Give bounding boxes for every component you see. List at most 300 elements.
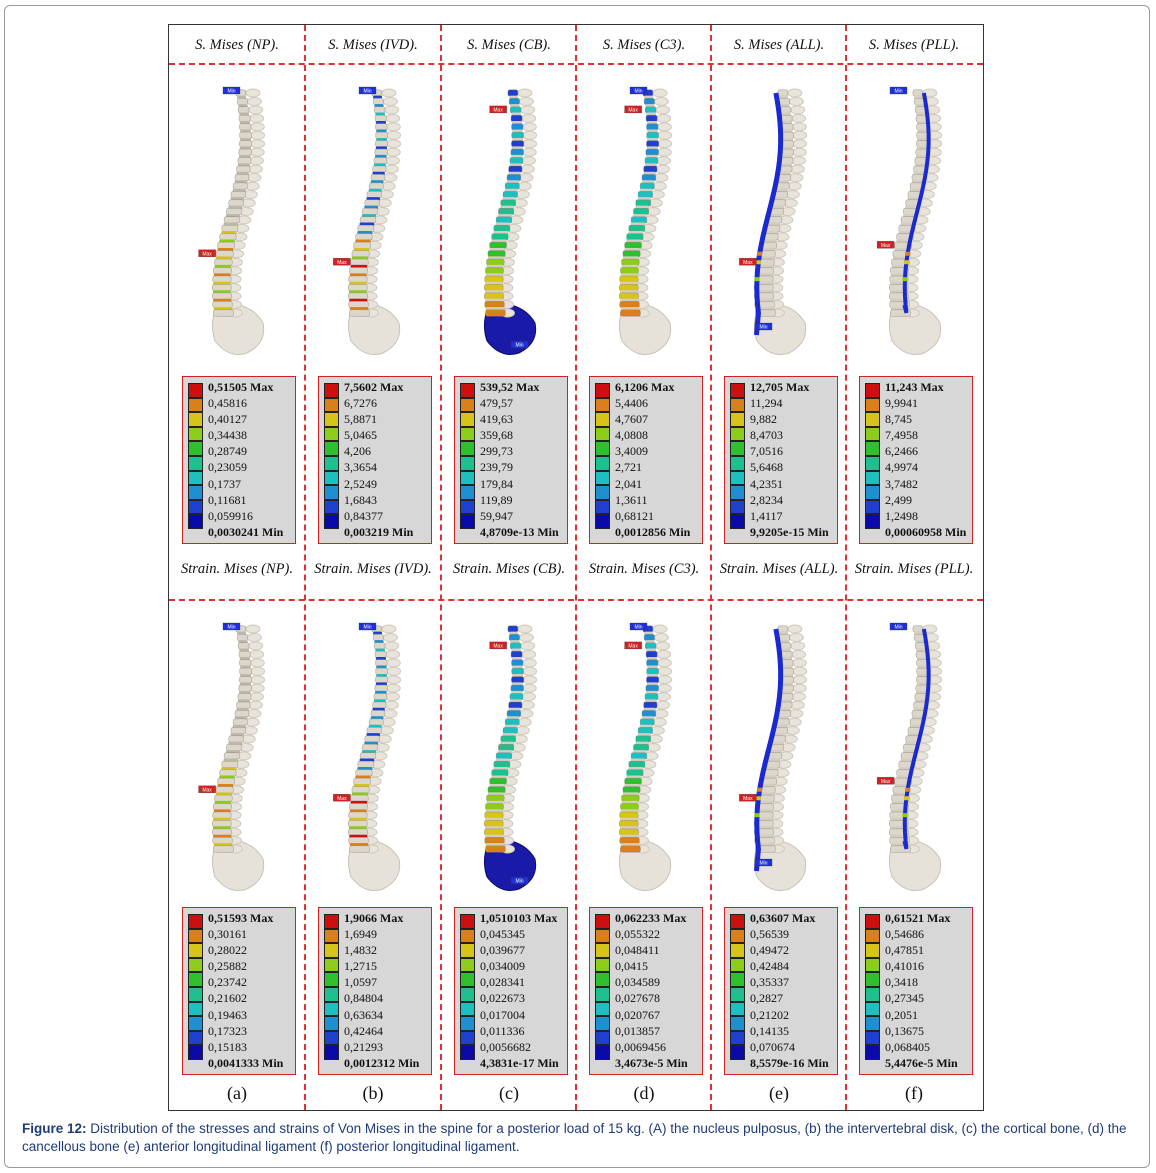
legend-swatch [730, 471, 745, 486]
vertebral-body-shape [620, 301, 640, 307]
vertebra-process-shape [518, 625, 532, 633]
vertebral-body-shape [356, 234, 373, 240]
legend-swatch [188, 1045, 203, 1060]
vertebral-body-shape [235, 174, 249, 180]
vertebral-body-shape [644, 166, 657, 172]
legend-value: 1,9066 Max [344, 911, 404, 925]
vertebral-body-shape [222, 761, 238, 767]
legend-value: 0,61521 Max [885, 911, 951, 925]
vertebra-process-shape [658, 131, 672, 139]
vertebral-body-shape [356, 770, 373, 776]
ligament-hotspot-shape [756, 796, 761, 800]
vertebral-body-shape [373, 166, 386, 172]
vertebral-body-shape [778, 626, 788, 632]
legend-value: 0,40127 [208, 412, 247, 427]
figure-panel [168, 24, 984, 1111]
stress-panel [169, 73, 305, 373]
legend-value: 0,068405 [885, 1039, 930, 1054]
vertebral-body-shape [505, 719, 519, 725]
vertebra-process-shape [250, 659, 264, 667]
strain-panel [846, 609, 982, 909]
ligament-hotspot-shape [754, 813, 759, 817]
strain-column-title: Strain. Mises (CB). [453, 561, 565, 577]
vertebral-body-shape [367, 191, 382, 197]
vertebra-process-shape [522, 114, 536, 122]
legend-swatch [730, 914, 745, 929]
legend-swatch [460, 514, 475, 529]
legend-swatch [730, 485, 745, 500]
vertebral-body-shape [349, 837, 369, 843]
legend-value: 0,30161 [208, 927, 247, 942]
vertebra-process-shape [250, 114, 264, 122]
legend-value: 9,9205e-15 Min [750, 524, 829, 539]
vertebral-body-shape [510, 157, 523, 163]
vertebral-body-shape [782, 660, 794, 666]
strain-column-title: Strain. Mises (ALL). [719, 561, 839, 577]
vertebral-body-shape [498, 208, 513, 214]
legend-color-bar [595, 914, 610, 1060]
legend-value: 0,3418 [885, 975, 918, 990]
legend-swatch [730, 441, 745, 456]
legend-swatch [865, 914, 880, 929]
vertebral-body-shape [374, 157, 387, 163]
vertebral-body-shape [212, 829, 231, 835]
legend-swatch [188, 987, 203, 1002]
vertebral-body-shape [349, 310, 369, 316]
legend-value: 299,73 [480, 444, 513, 459]
legend-swatch [595, 471, 610, 486]
legend-swatch [460, 914, 475, 929]
legend-value: 479,57 [480, 396, 513, 411]
vertebra-process-shape [248, 165, 262, 173]
min-marker-label: Min [363, 88, 372, 95]
legend-swatch [460, 485, 475, 500]
vertebra-process-shape [382, 625, 396, 633]
vertebral-body-shape [485, 301, 505, 307]
vertebral-body-shape [239, 149, 252, 155]
vertebra-process-shape [522, 684, 536, 692]
vertebral-body-shape [237, 166, 250, 172]
legend-swatch [865, 383, 880, 398]
vertebra-process-shape [521, 642, 535, 650]
vertebral-body-shape [644, 98, 654, 104]
vertebral-body-shape [231, 727, 246, 733]
vertebral-body-shape [239, 141, 251, 147]
vertebral-body-shape [374, 107, 385, 113]
legend-value: 0,0069456 [615, 1039, 666, 1054]
vertebral-body-shape [509, 98, 519, 104]
vertebra-process-shape [791, 642, 805, 650]
max-marker-label: Max [743, 795, 753, 802]
max-marker [877, 777, 894, 785]
vertebral-body-shape [633, 744, 648, 750]
legend-swatch [324, 987, 339, 1002]
legend-swatch [730, 412, 745, 427]
vertebral-body-shape [645, 157, 658, 163]
vertebral-body-shape [647, 668, 659, 674]
vertebra-process-shape [386, 114, 400, 122]
vertebral-body-shape [492, 234, 509, 240]
legend-value: 7,5602 Max [344, 380, 404, 394]
spine-model-ivd-stress [305, 73, 441, 373]
vertebral-body-shape [509, 634, 519, 640]
max-marker [739, 258, 756, 266]
spine-model-all-stress [711, 73, 847, 373]
legend-value: 0,14135 [750, 1023, 789, 1038]
vertebra-process-shape [249, 693, 263, 701]
legend-color-bar [730, 914, 745, 1060]
vertebra-process-shape [250, 650, 264, 658]
vertebral-body-shape [501, 200, 516, 206]
legend-swatch [460, 500, 475, 515]
vertebra-process-shape [788, 625, 802, 633]
vertebra-process-shape [792, 650, 806, 658]
ligament-hotspot-shape [756, 260, 761, 264]
vertebra-process-shape [387, 667, 401, 675]
legend-value: 9,9941 [885, 396, 918, 411]
color-legend [589, 376, 703, 544]
stress-column-title: S. Mises (IVD). [328, 37, 418, 53]
legend-swatch [324, 398, 339, 413]
legend-swatch [460, 1016, 475, 1031]
legend-value: 3,4009 [615, 444, 648, 459]
legend-value: 3,7482 [885, 476, 918, 491]
vertebral-body-shape [646, 677, 658, 683]
vertebral-body-shape [913, 626, 923, 632]
legend-swatch [595, 943, 610, 958]
legend-swatch [865, 514, 880, 529]
vertebral-body-shape [239, 677, 251, 683]
legend-swatch [460, 987, 475, 1002]
vertebral-body-shape [508, 626, 518, 632]
max-marker-label: Max [202, 251, 212, 258]
legend-value: 0,56539 [750, 927, 789, 942]
vertebra-process-shape [248, 701, 262, 709]
legend-swatch [865, 1016, 880, 1031]
vertebral-body-shape [375, 115, 386, 121]
ligament-hotspot-shape [757, 788, 762, 792]
vertebral-body-shape [623, 251, 640, 257]
vertebra-process-shape [250, 148, 264, 156]
legend-value: 1,6949 [344, 927, 377, 942]
vertebral-body-shape [485, 812, 503, 818]
min-marker-label: Min [634, 624, 643, 631]
legend-swatch [595, 500, 610, 515]
legend-value: 0,011336 [480, 1023, 525, 1038]
max-marker-label: Max [743, 259, 753, 266]
vertebral-body-shape [348, 829, 367, 835]
color-legend [859, 907, 973, 1075]
vertebral-body-shape [485, 267, 503, 273]
vertebra-process-shape [519, 97, 533, 105]
vertebral-body-shape [512, 660, 524, 666]
vertebra-process-shape [793, 140, 807, 148]
legend-swatch [188, 456, 203, 471]
legend-value: 359,68 [480, 428, 513, 443]
vertebral-body-shape [644, 634, 654, 640]
strain-column-title: Strain. Mises (IVD). [314, 561, 432, 577]
color-legend [318, 907, 432, 1075]
legend-swatch [730, 1031, 745, 1046]
strain-panel [576, 609, 712, 909]
vertebral-body-shape [238, 157, 251, 163]
stress-column-title: S. Mises (ALL). [733, 37, 825, 53]
min-marker [630, 87, 647, 95]
legend-swatch [460, 456, 475, 471]
vertebral-body-shape [625, 242, 642, 248]
legend-swatch [188, 412, 203, 427]
vertebra-process-shape [249, 106, 263, 114]
vertebra-process-shape [246, 89, 260, 97]
vertebra-process-shape [383, 633, 397, 641]
legend-swatch [865, 398, 880, 413]
legend-value: 3,3654 [344, 460, 377, 475]
vertebra-process-shape [789, 633, 803, 641]
figure-caption [22, 1120, 1140, 1156]
vertebral-body-shape [782, 668, 794, 674]
stress-column-title: S. Mises (PLL). [868, 37, 960, 53]
legend-color-bar [595, 383, 610, 529]
vertebral-body-shape [509, 702, 522, 708]
legend-color-bar [324, 383, 339, 529]
legend-swatch [865, 427, 880, 442]
legend-value: 0,2827 [750, 991, 783, 1006]
legend-swatch [324, 427, 339, 442]
legend-swatch [324, 514, 339, 529]
vertebral-body-shape [512, 132, 524, 138]
stress-panel [711, 73, 847, 373]
vertebral-body-shape [237, 634, 247, 640]
vertebral-body-shape [485, 803, 503, 809]
vertebral-body-shape [646, 141, 658, 147]
vertebral-body-shape [371, 174, 385, 180]
legend-value: 0,28022 [208, 943, 247, 958]
vertebral-body-shape [240, 660, 252, 666]
vertebral-body-shape [213, 803, 231, 809]
vertebral-body-shape [376, 132, 388, 138]
vertebra-process-shape [382, 89, 396, 97]
legend-value: 1,2715 [344, 959, 377, 974]
legend-value: 0,0012856 Min [615, 524, 691, 539]
vertebral-body-shape [231, 191, 246, 197]
vertebral-body-shape [213, 846, 233, 852]
vertebral-body-shape [633, 208, 648, 214]
legend-swatch [595, 972, 610, 987]
vertebral-body-shape [510, 107, 521, 113]
vertebral-body-shape [647, 660, 659, 666]
max-marker [333, 258, 350, 266]
min-marker [890, 87, 907, 95]
legend-value: 1,4117 [750, 508, 783, 523]
vertebral-body-shape [213, 310, 233, 316]
vertebral-body-shape [240, 124, 252, 130]
legend-swatch [595, 914, 610, 929]
vertebra-process-shape [792, 123, 806, 131]
legend-value: 119,89 [480, 492, 513, 507]
vertebral-body-shape [640, 719, 654, 725]
legend-swatch [188, 1002, 203, 1017]
subfigure-label: (a) [227, 1083, 247, 1103]
vertebral-body-shape [501, 736, 516, 742]
legend-swatch [324, 1002, 339, 1017]
vertebral-body-shape [781, 115, 792, 121]
vertebral-body-shape [508, 90, 518, 96]
vertebral-body-shape [619, 820, 638, 826]
legend-swatch [188, 943, 203, 958]
vertebral-body-shape [215, 259, 233, 265]
vertebra-process-shape [522, 659, 536, 667]
caption-label: Figure 12: [22, 1121, 87, 1136]
legend-value: 0,1737 [208, 476, 241, 491]
spine-model-cb-stress [441, 73, 577, 373]
vertebral-body-shape [622, 259, 640, 265]
vertebral-body-shape [642, 710, 656, 716]
vertebral-body-shape [507, 710, 521, 716]
legend-swatch [324, 1045, 339, 1060]
vertebra-process-shape [522, 650, 536, 658]
min-marker-label: Min [227, 624, 236, 631]
vertebra-process-shape [792, 659, 806, 667]
subfigure-label: (f) [905, 1083, 923, 1103]
ligament-hotspot-shape [757, 252, 762, 256]
legend-value: 11,294 [750, 396, 783, 411]
vertebral-body-shape [238, 643, 249, 649]
legend-value: 0,47851 [885, 943, 924, 958]
legend-value: 5,6468 [750, 460, 783, 475]
legend-value: 2,499 [885, 492, 912, 507]
max-marker-label: Max [628, 643, 638, 650]
legend-value: 179,84 [480, 476, 513, 491]
legend-value: 1,6843 [344, 492, 377, 507]
vertebra-process-shape [386, 659, 400, 667]
vertebral-body-shape [213, 812, 231, 818]
vertebra-process-shape [657, 123, 671, 131]
max-marker-label: Max [880, 778, 891, 785]
legend-value: 5,0465 [344, 428, 377, 443]
vertebral-body-shape [233, 183, 247, 189]
vertebral-body-shape [224, 753, 240, 759]
vertebral-body-shape [511, 685, 524, 691]
max-marker [625, 642, 642, 650]
vertebral-body-shape [233, 719, 247, 725]
vertebral-body-shape [218, 778, 235, 784]
vertebra-process-shape [658, 140, 672, 148]
legend-value: 0,63634 [344, 1007, 383, 1022]
ligament-hotspot-shape [905, 252, 910, 256]
spine-model-c3-strain [576, 609, 712, 909]
ligament-hotspot-shape [754, 277, 759, 281]
legend-value: 0,27345 [885, 991, 924, 1006]
legend-color-bar [730, 383, 745, 529]
vertebra-process-shape [520, 701, 534, 709]
legend-value: 0,020767 [615, 1007, 660, 1022]
legend-swatch [865, 987, 880, 1002]
legend-swatch [460, 427, 475, 442]
legend-value: 0,21602 [208, 991, 247, 1006]
legend-swatch [324, 1031, 339, 1046]
legend-value: 4,7607 [615, 412, 648, 427]
min-marker-label: Min [759, 324, 768, 331]
vertebral-body-shape [623, 787, 640, 793]
legend-value: 5,4406 [615, 396, 648, 411]
legend-value: 8,4703 [750, 428, 783, 443]
vertebral-body-shape [240, 668, 252, 674]
legend-swatch [865, 485, 880, 500]
vertebra-process-shape [655, 701, 669, 709]
min-marker [223, 623, 240, 631]
legend-value: 0,003219 Min [344, 524, 414, 539]
vertebral-body-shape [487, 259, 505, 265]
vertebral-body-shape [376, 660, 388, 666]
vertebra-process-shape [653, 625, 667, 633]
spine-model-all-strain [711, 609, 847, 909]
legend-swatch [188, 441, 203, 456]
stress-panel [576, 73, 712, 373]
legend-value: 0,84804 [344, 991, 383, 1006]
legend-value: 59,947 [480, 508, 513, 523]
legend-value: 1,2498 [885, 508, 918, 523]
spine-model-np-stress [169, 73, 305, 373]
legend-swatch [730, 1045, 745, 1060]
legend-value: 0,13675 [885, 1023, 924, 1038]
legend-swatch [730, 383, 745, 398]
legend-swatch [460, 1002, 475, 1017]
legend-swatch [595, 929, 610, 944]
vertebral-body-shape [348, 820, 367, 826]
stress-column-title: S. Mises (CB). [467, 37, 551, 53]
vertebral-body-shape [362, 744, 377, 750]
legend-value: 0,11681 [208, 492, 247, 507]
vertebral-body-shape [485, 837, 505, 843]
vertebral-body-shape [374, 643, 385, 649]
vertebral-body-shape [779, 98, 789, 104]
vertebral-body-shape [215, 795, 233, 801]
vertebral-body-shape [358, 225, 374, 231]
legend-swatch [460, 398, 475, 413]
ligament-hotspot-shape [902, 277, 907, 281]
vertebral-body-shape [348, 293, 367, 299]
vertebral-body-shape [620, 846, 640, 852]
legend-value: 1,3611 [615, 492, 648, 507]
min-marker [359, 87, 376, 95]
legend-value: 0,070674 [750, 1039, 795, 1054]
vertebral-body-shape [485, 846, 505, 852]
max-marker-label: Max [628, 107, 638, 114]
ligament-hotspot-shape [905, 788, 910, 792]
vertebra-process-shape [518, 89, 532, 97]
vertebral-body-shape [354, 778, 371, 784]
vertebral-body-shape [213, 276, 231, 282]
ligament-hotspot-shape [904, 260, 909, 264]
legend-swatch [188, 929, 203, 944]
legend-swatch [595, 1002, 610, 1017]
vertebra-process-shape [522, 148, 536, 156]
vertebral-body-shape [349, 267, 367, 273]
legend-value: 0,0012312 Min [344, 1055, 420, 1070]
vertebral-body-shape [222, 225, 238, 231]
legend-value: 6,1206 Max [615, 380, 675, 394]
legend-swatch [324, 456, 339, 471]
legend-value: 0,027678 [615, 991, 660, 1006]
legend-swatch [730, 456, 745, 471]
vertebra-process-shape [655, 165, 669, 173]
max-marker [333, 794, 350, 802]
vertebral-body-shape [239, 685, 252, 691]
max-marker-label: Max [493, 643, 503, 650]
vertebral-body-shape [781, 651, 792, 657]
color-legend [724, 376, 838, 544]
subfigure-label: (d) [633, 1083, 655, 1103]
